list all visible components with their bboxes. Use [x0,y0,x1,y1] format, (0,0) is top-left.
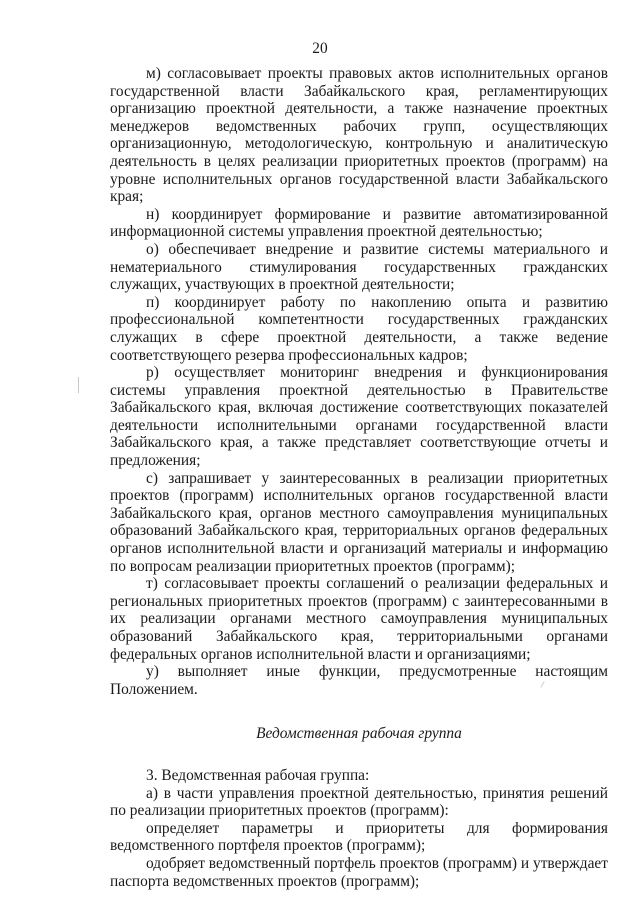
paragraph-item-a: а) в части управления проектной деятельностью, принятия решений по реализации приоритетных проектов (программ): [110,784,608,820]
paragraph-item-o: о) обеспечивает внедрение и развитие системы материального и нематериального стимулирования государственных гражданских служащих, участвующих в проектной деятельности; [110,240,608,294]
paragraph-clause-3: 3. Ведомственная рабочая группа: [146,766,370,784]
paragraph-item-r: р) осуществляет мониторинг внедрения и функционирования системы управления проектной деятельностью в Правительстве Забайкальского края, включая достижение соответствующих показателей деятельности исполнительными органами государственной власти Забайкальского края, а также представляет соответствующие отчеты и предложения; [110,364,608,470]
paragraph-item-t: т) согласовывает проекты соглашений о реализации федеральных и региональных приоритетных проектов (программ) с заинтересованными в их реализации органами местного самоуправления муниципальных образований Забайкальского края, территориальными органами федеральных органов исполнительной власти и организациями; [110,575,608,663]
paragraph-defines-parameters: определяет параметры и приоритеты для формирования ведомственного портфеля проектов (программ); [110,819,608,855]
paragraph-approves-portfolio: одобряет ведомственный портфель проектов (программ) и утверждает паспорта ведомственных проектов (программ); [110,854,608,890]
document-body [110,65,608,890]
paragraph-item-n: н) координирует формирование и развитие автоматизированной информационной системы управления проектной деятельностью; [110,205,608,241]
paragraph-item-m: м) согласовывает проекты правовых актов исполнительных органов государственной власти Забайкальского края, регламентирующих организацию проектной деятельности, а также назначение проектных менеджеров ведомственных рабочих групп, осуществляющих организационную, методологическую, контрольную и аналитическую деятельность в целях реализации приоритетных проектов (программ) на уровне исполнительных органов государственной власти Забайкальского края; [110,65,608,206]
section-heading: Ведомственная рабочая группа [256,725,462,743]
paragraph-item-u: у) выполняет иные функции, предусмотренные настоящим Положением. [110,663,608,698]
paragraph-item-s: с) запрашивает у заинтересованных в реализации приоритетных проектов (программ) исполнительных органов государственной власти Забайкальского края, органов местного самоуправления муниципальных образований Забайкальского края, территориальных органов федеральных органов исполнительной власти и организаций материалы и информацию по вопросам реализации приоритетных проектов (программ); [110,469,608,575]
page-number: 20 [312,40,328,57]
paragraph-item-p: п) координирует работу по накоплению опыта и развитию профессиональной компетентности государственных гражданских служащих в сфере проектной деятельности, а также ведение соответствующего резерва профессиональных кадров; [110,293,608,364]
scan-margin-mark [78,377,79,393]
